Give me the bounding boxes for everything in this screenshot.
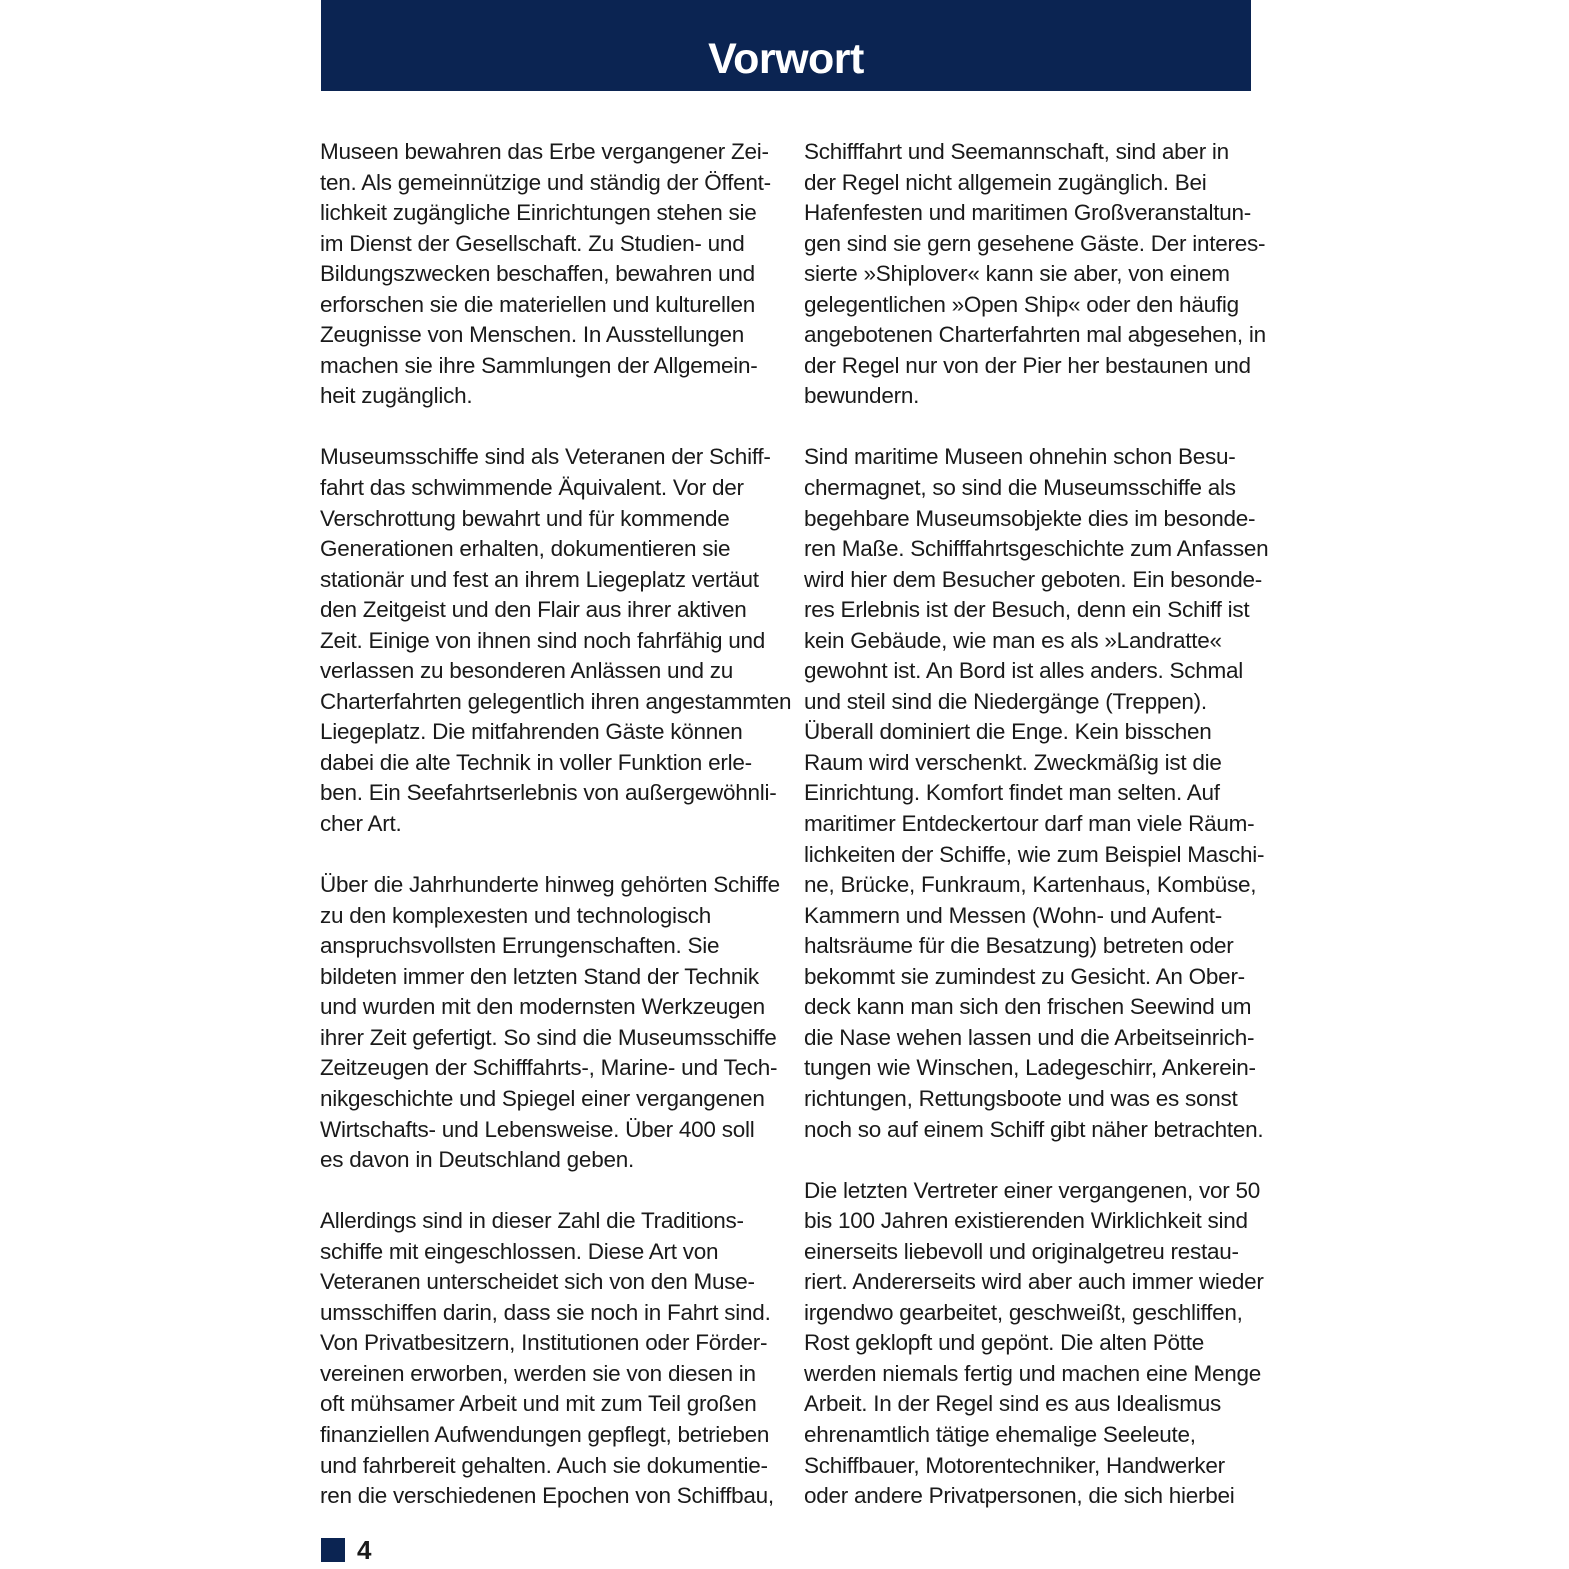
text-line: Überall dominiert die Enge. Kein bisschen [804, 719, 1212, 745]
paragraph [320, 870, 780, 1175]
text-line: Zeitzeugen der Schifffahrts-, Marine- und Tech- [320, 1055, 778, 1081]
text-line: Sind maritime Museen ohnehin schon Besu- [804, 444, 1236, 470]
text-line: Zeit. Einige von ihnen sind noch fahrfähig und [320, 627, 766, 653]
footer-square-marker [321, 1538, 345, 1562]
text-line: nikgeschichte und Spiegel einer vergangenen [320, 1085, 765, 1111]
text-line: Museen bewahren das Erbe vergangener Zei- [320, 139, 769, 164]
text-line: res Erlebnis ist der Besuch, denn ein Schiff ist [804, 597, 1250, 623]
text-line: schiffe mit eingeschlossen. Diese Art von [320, 1238, 719, 1264]
text-line: oft mühsamer Arbeit und mit zum Teil großen [320, 1391, 757, 1417]
text-line: Schiffbauer, Motorentechniker, Handwerker [804, 1452, 1225, 1478]
text-line: einerseits liebevoll und originalgetreu restau- [804, 1238, 1239, 1264]
text-line: sierte »Shiplover« kann sie aber, von einem [804, 261, 1230, 287]
text-line: Arbeit. In der Regel sind es aus Idealismus [804, 1391, 1221, 1417]
text-line: Rost geklopft und gepönt. Die alten Pötte [804, 1330, 1205, 1356]
text-line: finanziellen Aufwendungen gepflegt, betrieben [320, 1421, 770, 1447]
text-line: und wurden mit den modernsten Werkzeugen [320, 994, 765, 1020]
text-line: ehrenamtlich tätige ehemalige Seeleute, [804, 1421, 1196, 1447]
text-line: gen sind sie gern gesehene Gäste. Der interes- [804, 230, 1266, 256]
text-line: ren die verschiedenen Epochen von Schiffbau, [320, 1483, 774, 1509]
text-line: maritimer Entdeckertour darf man viele Räum- [804, 811, 1255, 837]
text-line: Hafenfesten und maritimen Großveranstaltun- [804, 200, 1251, 226]
text-line: Wirtschafts- und Lebensweise. Über 400 soll [320, 1116, 755, 1142]
paragraph-spacing [320, 840, 780, 871]
text-line: im Dienst der Gesellschaft. Zu Studien- und [320, 230, 745, 256]
text-line: noch so auf einem Schiff gibt näher betrachten. [804, 1116, 1264, 1142]
text-line: Generationen erhalten, dokumentieren sie [320, 536, 731, 562]
header-bar [321, 0, 1251, 91]
text-line: und fahrbereit gehalten. Auch sie dokumentie- [320, 1452, 768, 1478]
text-line: richtungen, Rettungsboote und was es sonst [804, 1085, 1238, 1111]
text-line: begehbare Museumsobjekte dies im besonde- [804, 505, 1256, 531]
text-line: deck kann man sich den frischen Seewind um [804, 994, 1252, 1020]
text-line: heit zugänglich. [320, 383, 473, 409]
text-line: cher Art. [320, 811, 402, 837]
text-line: anspruchsvollsten Errungenschaften. Sie [320, 933, 720, 959]
text-line: Museumsschiffe sind als Veteranen der Schiff- [320, 444, 771, 470]
text-line: gelegentlichen »Open Ship« oder den häufig [804, 291, 1239, 317]
paragraph-spacing [320, 1176, 780, 1207]
text-line: Schifffahrt und Seemannschaft, sind aber in [804, 139, 1229, 164]
text-line: ne, Brücke, Funkraum, Kartenhaus, Kombüse, [804, 872, 1257, 898]
text-line: stationär und fest an ihrem Liegeplatz vertäut [320, 566, 759, 592]
paragraph [804, 1176, 1264, 1512]
text-line: dabei die alte Technik in voller Funktion erle- [320, 749, 752, 775]
text-line: Einrichtung. Komfort findet man selten. Auf [804, 780, 1220, 806]
paragraph-spacing [804, 412, 1264, 443]
text-line: den Zeitgeist und den Flair aus ihrer aktiven [320, 597, 747, 623]
paragraph-spacing [320, 412, 780, 443]
page-title: Vorwort [708, 35, 864, 83]
text-line: Liegeplatz. Die mitfahrenden Gäste können [320, 719, 743, 745]
paragraph [320, 442, 792, 839]
text-line: kein Gebäude, wie man es als »Landratte« [804, 627, 1222, 653]
text-line: chermagnet, so sind die Museumsschiffe als [804, 475, 1236, 501]
text-line: und steil sind die Niedergänge (Treppen). [804, 688, 1207, 714]
text-line: tungen wie Winschen, Ladegeschirr, Ankerein- [804, 1055, 1256, 1081]
text-line: ten. Als gemeinnützige und ständig der Öffent- [320, 169, 771, 195]
text-line: bis 100 Jahren existierenden Wirklichkeit sind [804, 1208, 1248, 1234]
paragraph [320, 137, 780, 412]
text-line: der Regel nicht allgemein zugänglich. Bei [804, 169, 1207, 195]
text-line: Zeugnisse von Menschen. In Ausstellungen [320, 322, 745, 348]
text-line: es davon in Deutschland geben. [320, 1147, 634, 1173]
text-line: haltsräume für die Besatzung) betreten oder [804, 933, 1234, 959]
text-line: Bildungszwecken beschaffen, bewahren und [320, 261, 755, 287]
text-line: angebotenen Charterfahrten mal abgesehen, in [804, 322, 1266, 348]
text-line: zu den komplexesten und technologisch [320, 902, 712, 928]
text-line: riert. Andererseits wird aber auch immer wieder [804, 1269, 1264, 1295]
text-line: Raum wird verschenkt. Zweckmäßig ist die [804, 749, 1222, 775]
text-line: fahrt das schwimmende Äquivalent. Vor der [320, 475, 744, 501]
text-line: erforschen sie die materiellen und kulturellen [320, 291, 755, 317]
paragraph [320, 1206, 780, 1511]
text-line: umsschiffen darin, dass sie noch in Fahrt sind. [320, 1299, 771, 1325]
text-column-left [320, 137, 792, 1512]
text-line: Charterfahrten gelegentlich ihren angestammten [320, 688, 792, 714]
paragraph [804, 442, 1269, 1145]
paragraph [804, 137, 1264, 412]
text-line: die Nase wehen lassen und die Arbeitseinrich- [804, 1024, 1255, 1050]
text-line: ihrer Zeit gefertigt. So sind die Museumsschiffe [320, 1024, 777, 1050]
text-line: verlassen zu besonderen Anlässen und zu [320, 658, 734, 684]
text-line: Kammern und Messen (Wohn- und Aufent- [804, 902, 1223, 928]
text-line: gewohnt ist. An Bord ist alles anders. Schmal [804, 658, 1243, 684]
text-line: der Regel nur von der Pier her bestaunen und [804, 352, 1251, 378]
text-line: wird hier dem Besucher geboten. Ein besonde- [804, 566, 1263, 592]
text-line: ren Maße. Schifffahrtsgeschichte zum Anfassen [804, 536, 1269, 562]
text-line: bildeten immer den letzten Stand der Technik [320, 963, 759, 989]
text-line: vereinen erworben, werden sie von diesen in [320, 1360, 756, 1386]
text-line: bewundern. [804, 383, 920, 409]
text-line: Verschrottung bewahrt und für kommende [320, 505, 730, 531]
text-line: lichkeit zugängliche Einrichtungen stehen sie [320, 200, 757, 226]
text-line: Von Privatbesitzern, Institutionen oder Förder- [320, 1330, 768, 1356]
text-line: lichkeiten der Schiffe, wie zum Beispiel Maschi- [804, 841, 1265, 867]
text-line: werden niemals fertig und machen eine Menge [804, 1360, 1262, 1386]
text-line: machen sie ihre Sammlungen der Allgemein- [320, 352, 758, 378]
paragraph-spacing [804, 1145, 1264, 1176]
text-line: Über die Jahrhunderte hinweg gehörten Schiffe [320, 872, 780, 898]
text-line: Die letzten Vertreter einer vergangenen, vor 50 [804, 1177, 1261, 1203]
page-number: 4 [357, 1535, 372, 1565]
text-column-right [804, 137, 1269, 1512]
page-footer [321, 1537, 371, 1563]
text-line: bekommt sie zumindest zu Gesicht. An Ober- [804, 963, 1245, 989]
text-line: Veteranen unterscheidet sich von den Muse- [320, 1269, 755, 1295]
text-line: irgendwo gearbeitet, geschweißt, geschliffen, [804, 1299, 1243, 1325]
text-line: oder andere Privatpersonen, die sich hierbei [804, 1483, 1235, 1509]
text-line: Allerdings sind in dieser Zahl die Traditions- [320, 1208, 744, 1234]
text-line: ben. Ein Seefahrtserlebnis von außergewöhnli- [320, 780, 777, 806]
